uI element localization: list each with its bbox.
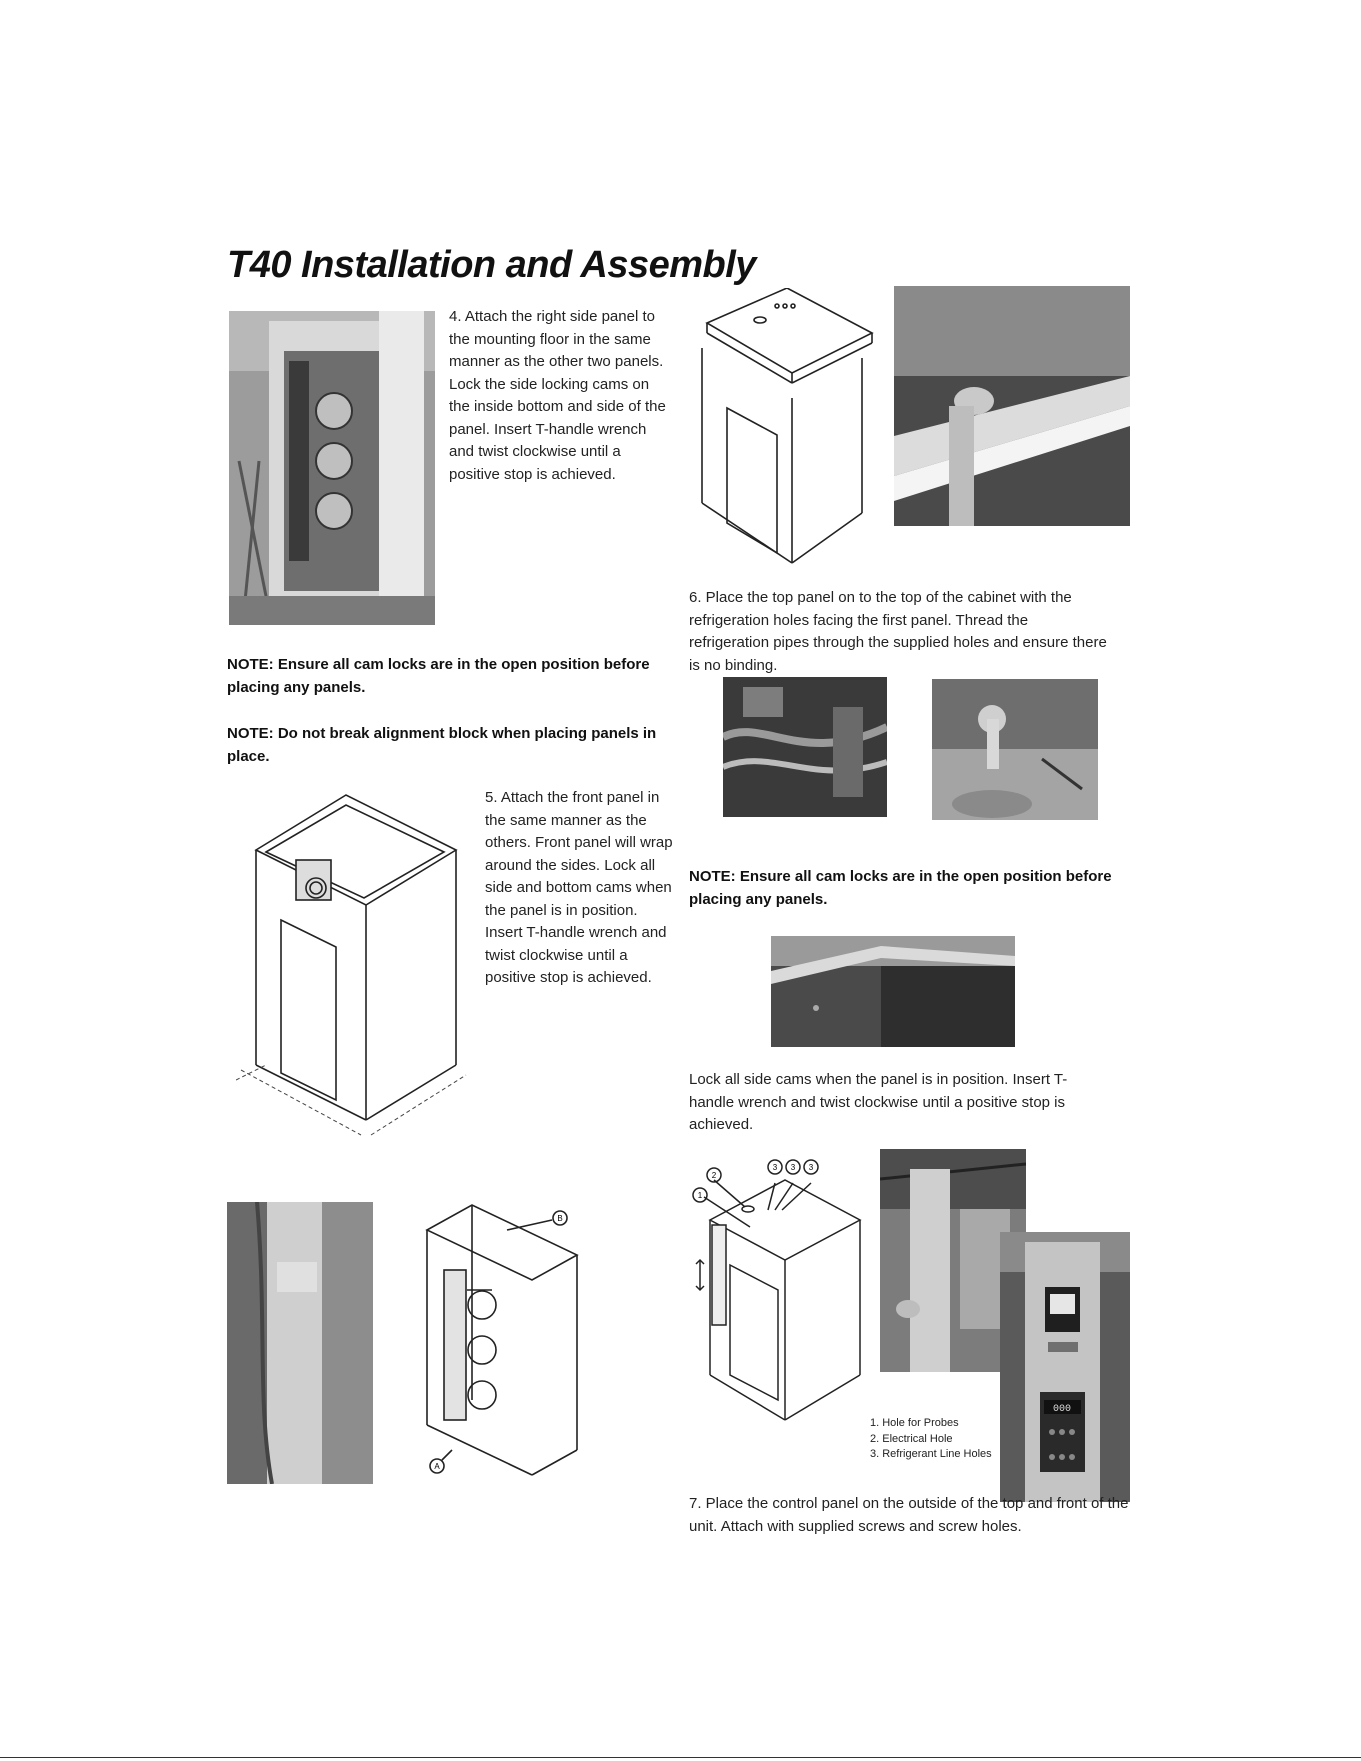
photo-panel-edge (227, 1202, 373, 1484)
step-6-text: 6. Place the top panel on to the top of the cabinet with the refrigeration holes facing the first panel. Thread the refrigeration pipes through the supplied holes and ensure there is no binding. (689, 589, 1107, 674)
callout-1: 1 (697, 1191, 703, 1200)
photo-cam-lock-edge (771, 936, 1015, 1047)
page-bottom-rule (0, 1757, 1361, 1758)
diagram-evaporator-cabinet (412, 1200, 592, 1485)
note-cam-locks: NOTE: Ensure all cam locks are in the open position before placing any panels. (227, 656, 650, 696)
callout-3a: 3 (772, 1163, 778, 1172)
photo-refrigeration-pipes (723, 677, 887, 817)
note-alignment-block: NOTE: Do not break alignment block when placing panels in place. (227, 725, 657, 765)
photo-top-panel-install (894, 286, 1130, 526)
photo-control-panel (1000, 1232, 1130, 1502)
legend-item-probes: 1. Hole for Probes (870, 1417, 959, 1429)
photo-pipe-fitting (932, 679, 1098, 820)
note-cam-locks-right: NOTE: Ensure all cam locks are in the open position before placing any panels. (689, 868, 1112, 908)
hole-legend (870, 1416, 992, 1463)
callout-a: A (434, 1462, 440, 1471)
diagram-top-panel (692, 288, 882, 578)
control-display-readout: 000 (1052, 1404, 1072, 1415)
step-7-text: 7. Place the control panel on the outside of the top and front of the unit. Attach with supplied screws and screw holes. (689, 1495, 1129, 1535)
step-4-text: 4. Attach the right side panel to the mounting floor in the same manner as the other two panels. Lock the side locking cams on the inside bottom and side of the panel. Insert T-handle wrench and twist clockwise until a positive stop is achieved. (449, 308, 666, 483)
lock-cams-text: Lock all side cams when the panel is in position. Insert T-handle wrench and twist clockwise until a positive stop is achieved. (689, 1071, 1068, 1133)
diagram-control-panel (690, 1155, 865, 1425)
callout-b: B (557, 1214, 563, 1223)
diagram-front-panel (236, 790, 470, 1160)
legend-item-refrigerant: 3. Refrigerant Line Holes (870, 1448, 992, 1460)
photo-right-side-panel (229, 311, 435, 625)
step-5-text: 5. Attach the front panel in the same manner as the others. Front panel will wrap around the sides. Lock all side and bottom cams when the panel is in position. Insert T-handle wrench and twist clockwise until a positive stop is achieved. (485, 789, 673, 986)
page-title: T40 Installation and Assembly (227, 244, 756, 286)
callout-2: 2 (711, 1171, 717, 1180)
callout-3b: 3 (790, 1163, 796, 1172)
callout-3c: 3 (808, 1163, 814, 1172)
legend-item-electrical: 2. Electrical Hole (870, 1432, 953, 1445)
